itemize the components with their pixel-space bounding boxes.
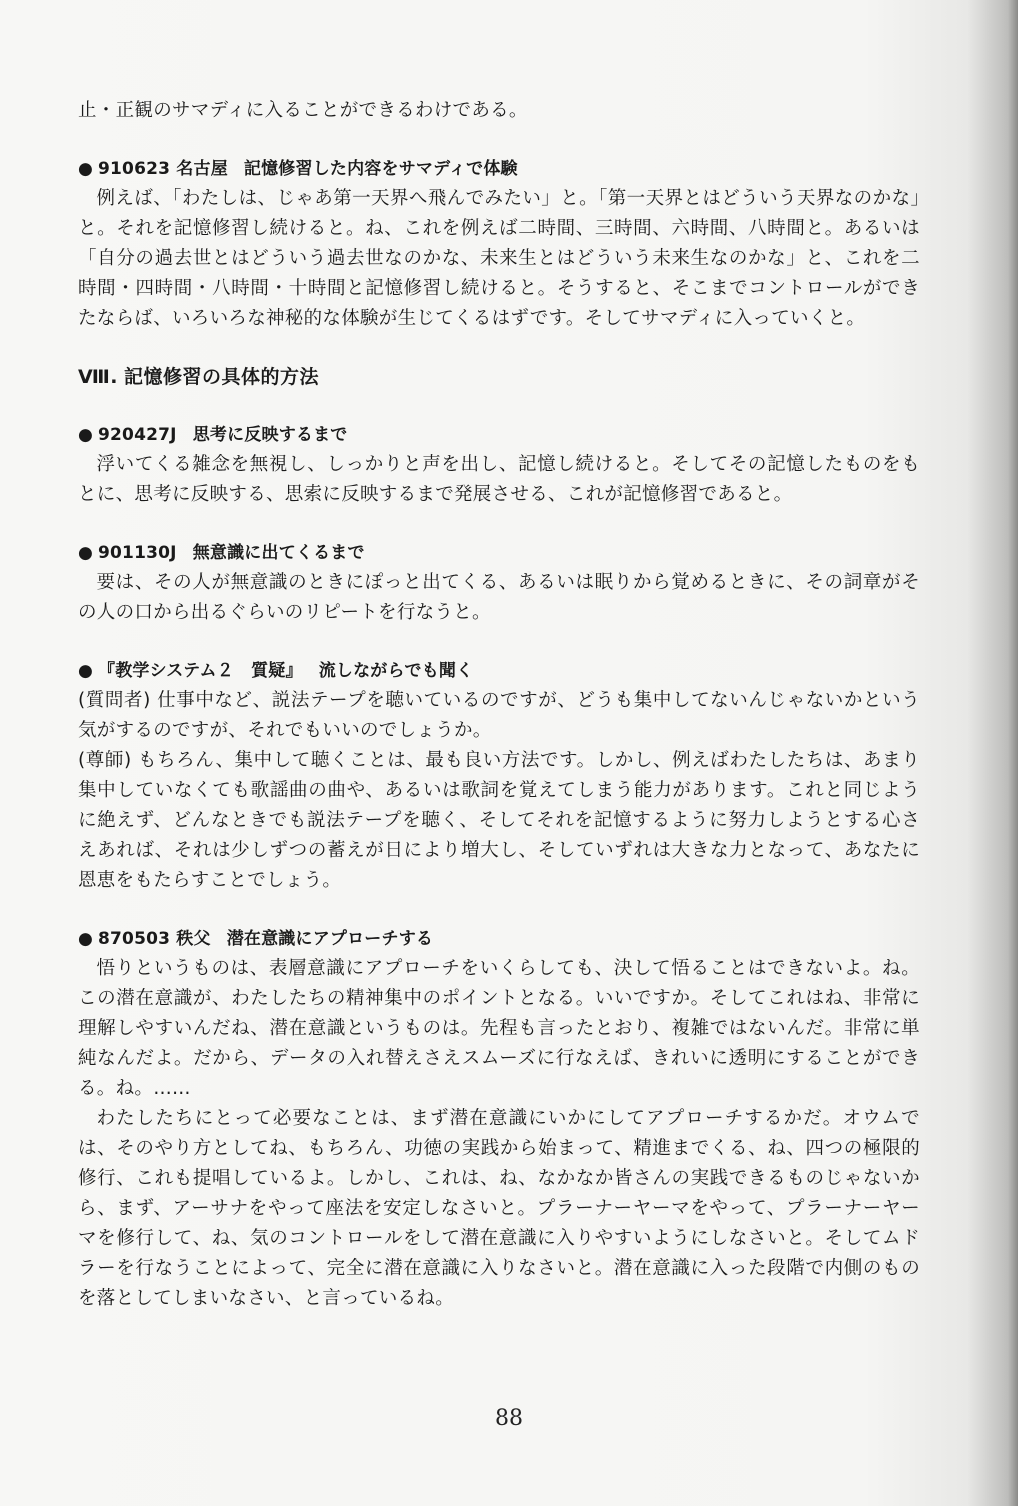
entry-topic: 無意識に出てくるまで: [192, 543, 365, 563]
section-title: [78, 362, 920, 392]
entry-topic: 思考に反映するまで: [192, 425, 348, 445]
entry-source: 910623 名古屋: [98, 159, 228, 179]
entry-topic: 流しながらでも聞く: [318, 661, 474, 681]
entry-paragraph: 浮いてくる雑念を無視し、しっかりと声を出し、記憶し続けると。そしてその記憶したものをもとに、思考に反映する、思索に反映するまで発展させる、これが記憶修習であると。: [78, 454, 920, 505]
intro-line: 止・正観のサマディに入ることができるわけである。: [78, 100, 528, 121]
entry-source: 920427J: [98, 425, 177, 445]
bullet-icon: ●: [78, 929, 94, 949]
entry-topic: 記憶修習した内容をサマディで体験: [243, 159, 518, 179]
entry-source: 『教学システム２ 質疑』: [98, 661, 303, 681]
entry-topic: 潜在意識にアプローチする: [226, 929, 434, 949]
entry-heading: [78, 420, 920, 450]
entry-heading: [78, 656, 920, 686]
entry-source: 870503 秩父: [98, 929, 211, 949]
entry-paragraph: 悟りというものは、表層意識にアプローチをいくらしても、決して悟ることはできないよ。ね。この潜在意識が、わたしたちの精神集中のポイントとなる。いいですか。そしてこれはね、非常に理解しやすいんだね、潜在意識というものは。先程も言ったとおり、複雑ではないんだ。非常に単純なんだよ。だから、データの入れ替えさえスムーズに行なえば、きれいに透明にすることができる。ね。……: [78, 958, 920, 1099]
entry-heading: [78, 154, 920, 184]
entry-paragraph: 例えば、「わたしは、じゃあ第一天界へ飛んでみたい」と。「第一天界とはどういう天界なのかな」と。それを記憶修習し続けると。ね、これを例えば二時間、三時間、六時間、八時間と。あるいは「自分の過去世とはどういう過去世なのかな、未来生とはどういう未来生なのかな」と、これを二時間・四時間・八時間・十時間と記憶修習し続けると。そうすると、そこまでコントロールができたならば、いろいろな神秘的な体験が生じてくるはずです。そしてサマディに入っていくと。: [78, 188, 920, 329]
bullet-icon: ●: [78, 159, 94, 179]
bullet-icon: ●: [78, 425, 94, 445]
entry-source: 901130J: [98, 543, 177, 563]
section-title-text: 記憶修習の具体的方法: [124, 366, 320, 388]
page-content: [78, 96, 920, 1314]
entry-paragraph: わたしたちにとって必要なことは、まず潜在意識にいかにしてアプローチするかだ。オウムでは、そのやり方としてね、もちろん、功徳の実践から始まって、精進までくる、ね、四つの極限的修行、これも提唱しているよ。しかし、これは、ね、なかなか皆さんの実践できるものじゃないから、まず、アーサナをやって座法を安定しなさいと。プラーナーヤーマをやって、プラーナーヤーマを修行して、ね、気のコントロールをして潜在意識に入りやすいようにしなさいと。そしてムドラーを行なうことによって、完全に潜在意識に入りなさいと。潜在意識に入った段階で内側のものを落としてしまいなさい、と言っているね。: [78, 1108, 920, 1309]
entry-paragraph: (質問者) 仕事中など、説法テープを聴いているのですが、どうも集中してないんじゃないかという気がするのですが、それでもいいのでしょうか。: [78, 690, 920, 741]
entry-paragraph: 要は、その人が無意識のときにぽっと出てくる、あるいは眠りから覚めるときに、その詞章がその人の口から出るぐらいのリピートを行なうと。: [78, 572, 920, 623]
bullet-icon: ●: [78, 661, 94, 681]
section-number: Ⅷ.: [78, 366, 118, 388]
bullet-icon: ●: [78, 543, 94, 563]
entry-heading: [78, 924, 920, 954]
entry-heading: [78, 538, 920, 568]
page-number: 88: [495, 1406, 523, 1431]
entry-paragraph: (尊師) もちろん、集中して聴くことは、最も良い方法です。しかし、例えばわたしたちは、あまり集中していなくても歌謡曲の曲や、あるいは歌詞を覚えてしまう能力があります。これと同じように絶えず、どんなときでも説法テープを聴く、そしてそれを記憶するように努力しようとする心さえあれば、それは少しずつの蓄えが日により増大し、そしていずれは大きな力となって、あなたに恩恵をもたらすことでしょう。: [78, 750, 920, 891]
